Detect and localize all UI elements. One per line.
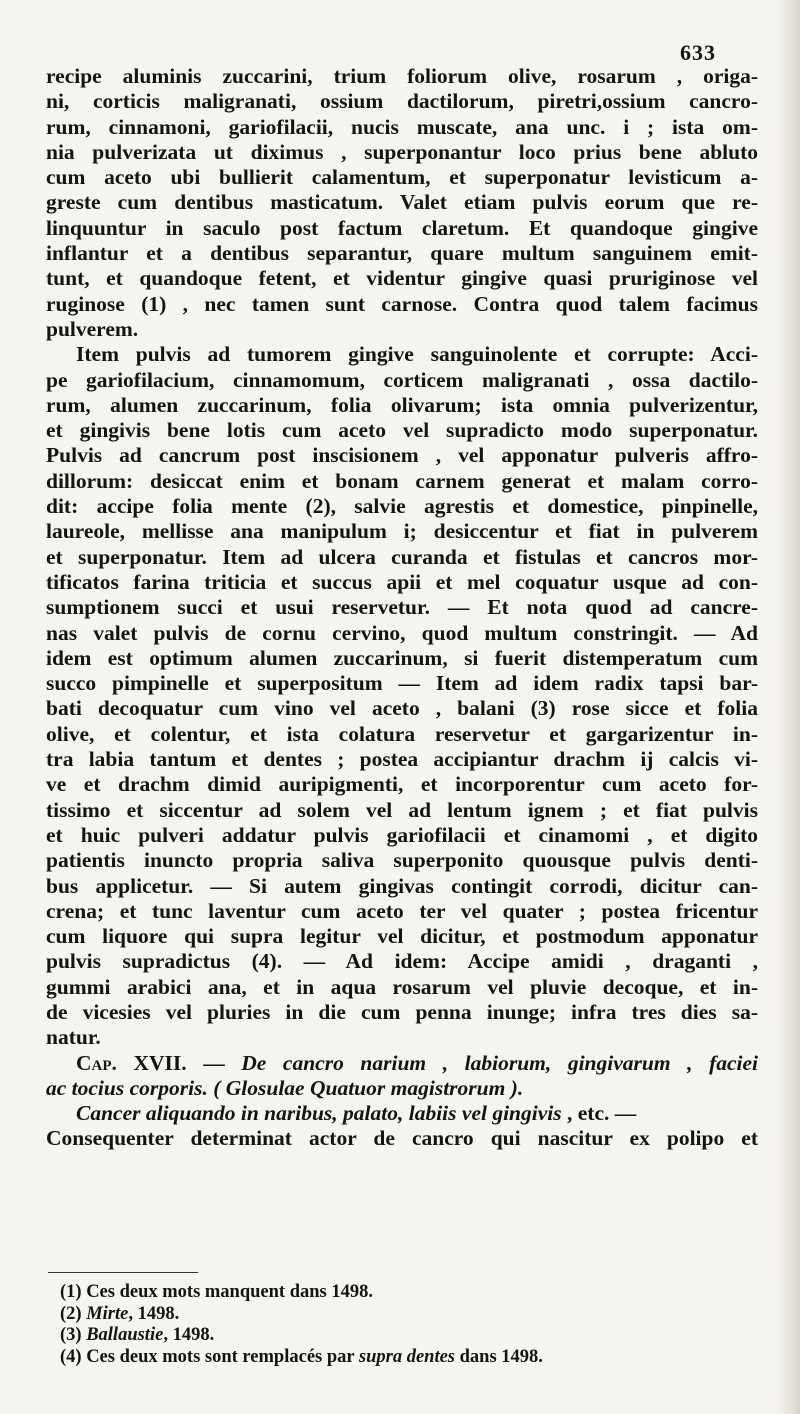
footnote-number: (3) bbox=[60, 1325, 82, 1345]
footnote-4 bbox=[60, 1347, 700, 1369]
footnote-tail: dans 1498. bbox=[459, 1346, 543, 1367]
text-line: Consequenter determinat actor de cancro qui nascitur ex polipo et bbox=[46, 1126, 758, 1151]
text-line: pulvis supradictus (4). — Ad idem: Accipe amidi , draganti , bbox=[46, 949, 758, 974]
text-line: olive, et colentur, et ista colatura reservetur et gargarizentur in- bbox=[46, 721, 758, 746]
footnote-head: (4) Ces deux mots sont remplacés par bbox=[60, 1346, 355, 1367]
text-line: sumptionem succi et usui reservetur. — Et nota quod ad cancre- bbox=[46, 595, 758, 620]
text-line: Pulvis ad cancrum post inscisionem , vel apponatur pulveris affro- bbox=[46, 443, 758, 468]
text-line: ni, corticis maligranati, ossium dactilorum, piretri,ossium cancro- bbox=[46, 89, 758, 114]
text-line: ruginose (1) , nec tamen sunt carnose. Contra quod talem facimus bbox=[46, 291, 758, 316]
chapter-label: Cap. XVII. — bbox=[76, 1050, 225, 1075]
chapter-subline bbox=[46, 1101, 758, 1126]
text-line: nas valet pulvis de cornu cervino, quod multum constringit. — Ad bbox=[46, 620, 758, 645]
text-line: linquuntur in saculo post factum claretum. Et quandoque gingive bbox=[46, 215, 758, 240]
footnote-word: supra dentes bbox=[358, 1346, 456, 1367]
chapter-subline-tail: , etc. — bbox=[567, 1101, 637, 1126]
footnote-number: (2) bbox=[60, 1303, 82, 1324]
page-edge-shadow bbox=[778, 0, 800, 1414]
text-line: greste cum dentibus masticatum. Valet etiam pulvis eorum que re- bbox=[46, 190, 758, 215]
text-line: dillorum: desiccat enim et bonam carnem generat et malam corro- bbox=[46, 468, 758, 493]
text-line: crena; et tunc laventur cum aceto ter vel quater ; postea fricentur bbox=[46, 898, 758, 923]
text-line: tificatos farina triticia et succus apii et mel coquatur usque ad con- bbox=[46, 569, 758, 594]
text-line: bus applicetur. — Si autem gingivas contingit corrodi, dicitur can- bbox=[46, 873, 758, 898]
footnote-tail: , 1498. bbox=[163, 1325, 215, 1345]
footnote-2 bbox=[60, 1304, 700, 1326]
text-line: pe gariofilacium, cinnamomum, corticem maligranati , ossa dactilo- bbox=[46, 367, 758, 392]
text-line: rum, cinnamoni, gariofilacii, nucis muscate, ana unc. i ; ista om- bbox=[46, 114, 758, 139]
text-line: et huic pulveri addatur pulvis gariofilacii et cinamomi , et digito bbox=[46, 822, 758, 847]
paragraph-start-line: Item pulvis ad tumorem gingive sanguinolente et corrupte: Acci- bbox=[76, 342, 758, 367]
text-line: laureole, mellisse ana manipulum i; desiccentur et fiat in pulverem bbox=[46, 519, 758, 544]
footnote-3 bbox=[60, 1325, 700, 1347]
footnote-rule bbox=[48, 1272, 198, 1273]
text-line: ve et drachm dimid auripigmenti, et incorporentur cum aceto for- bbox=[46, 772, 758, 797]
footnote-word: Mirte bbox=[86, 1303, 129, 1324]
text-line: succo pimpinelle et superpositum — Item ad idem radix tapsi bar- bbox=[46, 671, 758, 696]
text-line: et gingivis bene lotis cum aceto vel supradicto modo superponatur. bbox=[46, 418, 758, 443]
text-line: et superponatur. Item ad ulcera curanda et fistulas et cancros mor- bbox=[46, 544, 758, 569]
chapter-title: De cancro narium , labiorum, gingivarum , faciei bbox=[241, 1050, 758, 1075]
body-text bbox=[46, 64, 758, 1152]
text-line: gummi arabici ana, et in aqua rosarum vel pluvie decoque, et in- bbox=[46, 974, 758, 999]
page-number: 633 bbox=[680, 40, 716, 65]
text-line: rum, alumen zuccarinum, folia olivarum; ista omnia pulverizentur, bbox=[46, 392, 758, 417]
footnote-tail: , 1498. bbox=[128, 1303, 180, 1324]
text-line: tissimo et siccentur ad solem vel ad lentum ignem ; et fiat pulvis bbox=[46, 797, 758, 822]
text-line: natur. bbox=[46, 1025, 101, 1050]
text-line: tunt, et quandoque fetent, et videntur gingive quasi pruriginose vel bbox=[46, 266, 758, 291]
chapter-heading bbox=[46, 1051, 758, 1076]
text-line: cum aceto ubi bullierit calamentum, et superponatur levisticum a- bbox=[46, 165, 758, 190]
footnote-1: (1) Ces deux mots manquent dans 1498. bbox=[60, 1282, 373, 1302]
footnotes bbox=[60, 1282, 700, 1368]
text-line: idem est optimum alumen zuccarinum, si fuerit distemperatum cum bbox=[46, 645, 758, 670]
chapter-title-cont: ac tocius corporis. ( Glosulae Quatuor magistrorum ). bbox=[46, 1075, 524, 1100]
text-line: patientis inuncto propria saliva superponito quousque pulvis denti- bbox=[46, 848, 758, 873]
text-line: recipe aluminis zuccarini, trium foliorum olive, rosarum , origa- bbox=[46, 64, 758, 88]
text-line: de vicesies vel pluries in die cum penna inunge; infra tres dies sa- bbox=[46, 999, 758, 1024]
text-line: tra labia tantum et dentes ; postea accipiantur drachm ij calcis vi- bbox=[46, 747, 758, 772]
footnote-word: Ballaustie bbox=[86, 1325, 164, 1345]
text-line: cum liquore qui supra legitur vel dicitur, et postmodum apponatur bbox=[46, 924, 758, 949]
text-line: nia pulverizata ut diximus , superponantur loco prius bene abluto bbox=[46, 139, 758, 164]
text-line: bati decoquatur cum vino vel aceto , balani (3) rose sicce et folia bbox=[46, 696, 758, 721]
text-line: dit: accipe folia mente (2), salvie agrestis et domestice, pinpinelle, bbox=[46, 494, 758, 519]
text-line: inflantur et a dentibus separantur, quare multum sanguinem emit- bbox=[46, 241, 758, 266]
chapter-subline-italic: Cancer aliquando in naribus, palato, labiis vel gingivis bbox=[76, 1101, 562, 1126]
text-line: pulverem. bbox=[46, 316, 139, 341]
